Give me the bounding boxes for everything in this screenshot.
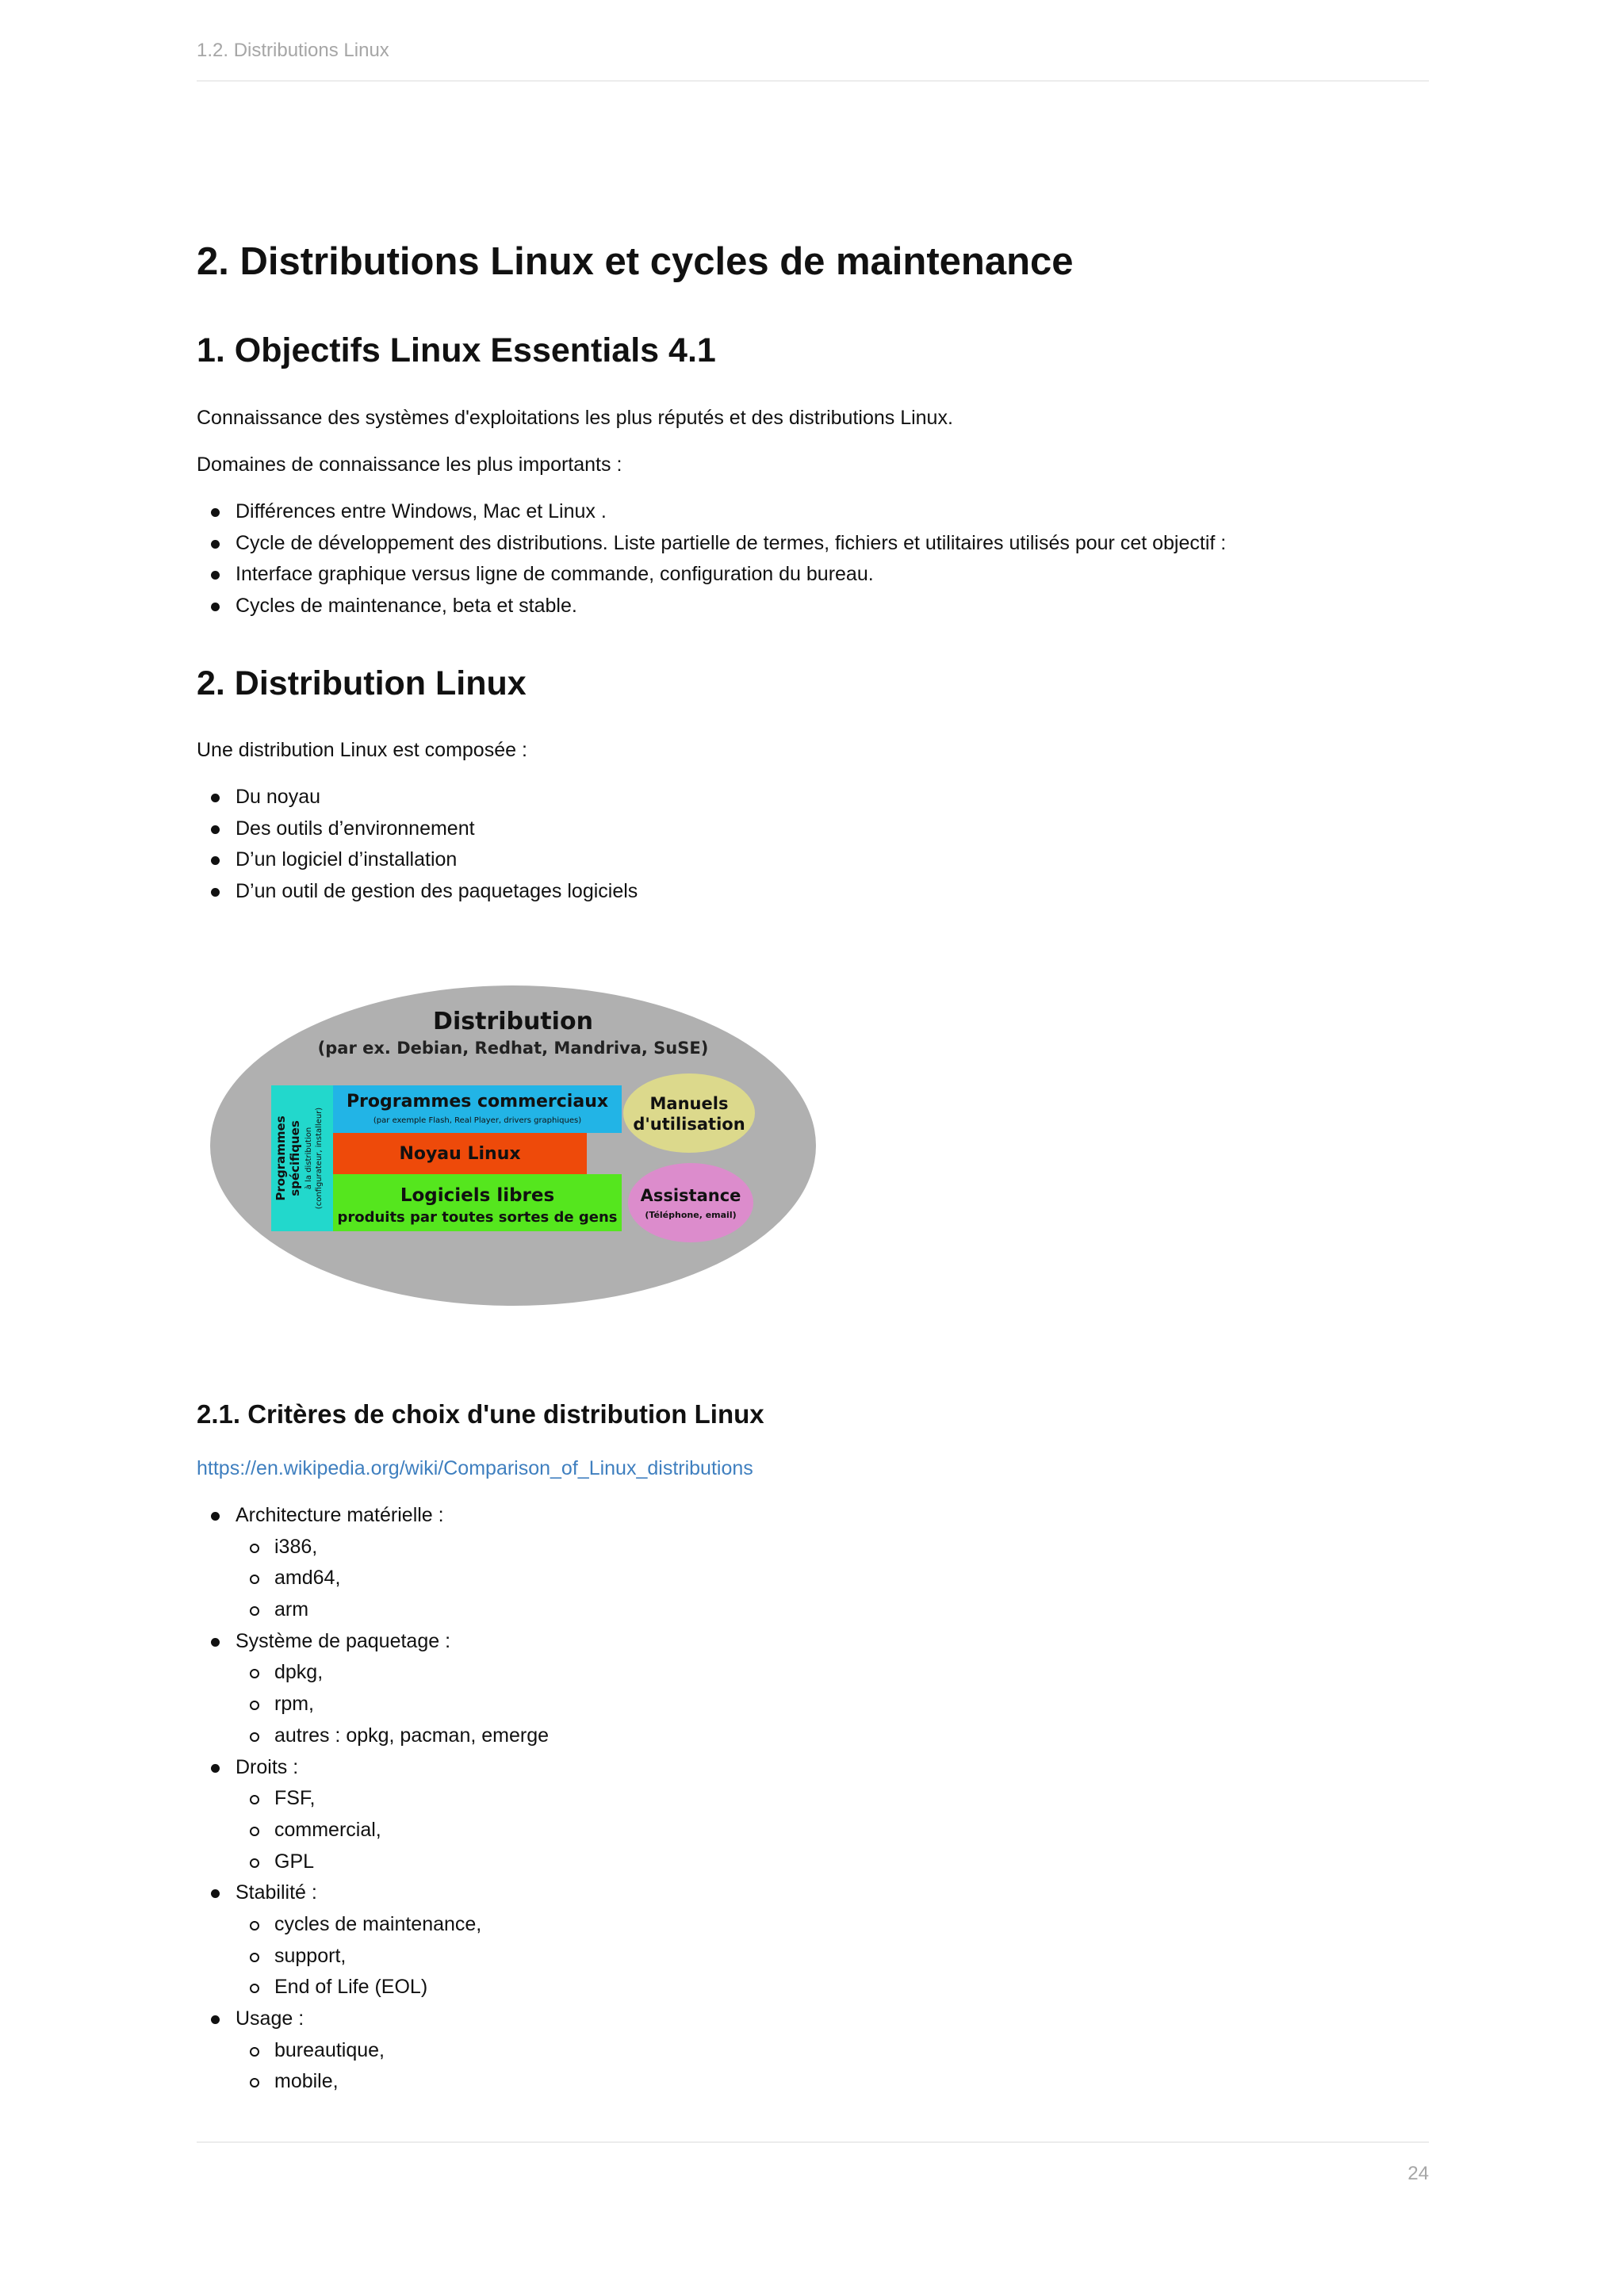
manuals-label-2: d'utilisation	[633, 1115, 745, 1134]
sub-list-item: dpkg,	[197, 1657, 549, 1689]
components-list	[197, 782, 638, 908]
sub-list-item: End of Life (EOL)	[197, 1972, 549, 2003]
bullet-icon	[211, 571, 220, 580]
sub-list-item: bureautique,	[197, 2035, 549, 2067]
bullet-icon	[211, 1512, 220, 1521]
sub-list-item: support,	[197, 1941, 549, 1973]
bullet-icon	[211, 1889, 220, 1898]
bullet-icon	[211, 794, 220, 802]
bullet-icon	[211, 508, 220, 517]
free-software-label: Logiciels libres	[400, 1185, 555, 1206]
list-item: Droits :	[197, 1752, 549, 1784]
manuals-label: Manuels	[649, 1094, 729, 1113]
header-divider	[197, 80, 1429, 82]
specific-programs-label	[274, 1108, 324, 1209]
sub-list-item: GPL	[197, 1846, 549, 1878]
circle-bullet-icon	[250, 1606, 259, 1616]
list-item: Usage :	[197, 2003, 549, 2035]
circle-bullet-icon	[250, 2078, 259, 2087]
list-item: Cycle de développement des distributions. Liste partielle de termes, fichiers et utilitaires utilisés pour cet objectif :	[197, 528, 1226, 560]
circle-bullet-icon	[250, 1669, 259, 1678]
sub-list-item: FSF,	[197, 1783, 549, 1815]
subsection-title-criteres: 2.1. Critères de choix d'une distribution Linux	[197, 1399, 764, 1429]
objectives-list	[197, 496, 1226, 622]
kernel-label: Noyau Linux	[399, 1144, 521, 1164]
bullet-icon	[211, 856, 220, 865]
running-header: 1.2. Distributions Linux	[197, 40, 389, 61]
bullet-icon	[211, 825, 220, 834]
wikipedia-comparison-link[interactable]: https://en.wikipedia.org/wiki/Comparison_of_Linux_distributions	[197, 1457, 753, 1479]
diagram-title: Distribution	[433, 1008, 593, 1035]
circle-bullet-icon	[250, 1795, 259, 1804]
footer-divider	[197, 2141, 1429, 2143]
sub-list-item: arm	[197, 1594, 549, 1626]
sub-list-item: autres : opkg, pacman, emerge	[197, 1720, 549, 1752]
svg-text:(configurateur, installeur): (configurateur, installeur)	[315, 1107, 324, 1210]
distribution-diagram-svg	[208, 983, 818, 1308]
list-item: D’un logiciel d’installation	[197, 844, 638, 876]
list-item: Des outils d’environnement	[197, 813, 638, 845]
diagram-subtitle: (par ex. Debian, Redhat, Mandriva, SuSE)	[317, 1039, 709, 1058]
sub-list-item: mobile,	[197, 2066, 549, 2098]
sub-list-item: i386,	[197, 1532, 549, 1563]
bullet-icon	[211, 540, 220, 549]
support-sublabel: (Téléphone, email)	[645, 1210, 737, 1220]
svg-text:à la distribution: à la distribution	[304, 1127, 313, 1190]
circle-bullet-icon	[250, 1544, 259, 1553]
distribution-diagram	[208, 983, 818, 1308]
manuals-ellipse	[623, 1073, 755, 1153]
section-title-distribution: 2. Distribution Linux	[197, 664, 527, 702]
circle-bullet-icon	[250, 2047, 259, 2057]
list-item: Stabilité :	[197, 1877, 549, 1909]
criteria-list	[197, 1500, 549, 2098]
list-item: Cycles de maintenance, beta et stable.	[197, 591, 1226, 622]
bullet-icon	[211, 603, 220, 611]
bullet-icon	[211, 2015, 220, 2024]
sub-list-item: commercial,	[197, 1815, 549, 1846]
list-item: Architecture matérielle :	[197, 1500, 549, 1532]
page-number: 24	[1408, 2163, 1429, 2184]
bullet-icon	[211, 888, 220, 897]
paragraph-composee: Une distribution Linux est composée :	[197, 739, 527, 761]
circle-bullet-icon	[250, 1953, 259, 1962]
circle-bullet-icon	[250, 1858, 259, 1868]
chapter-title: 2. Distributions Linux et cycles de maintenance	[197, 240, 1074, 283]
support-label: Assistance	[640, 1186, 741, 1205]
circle-bullet-icon	[250, 1921, 259, 1931]
sub-list-item: rpm,	[197, 1689, 549, 1720]
circle-bullet-icon	[250, 1732, 259, 1742]
circle-bullet-icon	[250, 1701, 259, 1710]
paragraph-connaissance: Connaissance des systèmes d'exploitations les plus réputés et des distributions Linux.	[197, 407, 953, 429]
bullet-icon	[211, 1638, 220, 1647]
list-item: Interface graphique versus ligne de commande, configuration du bureau.	[197, 559, 1226, 591]
circle-bullet-icon	[250, 1984, 259, 1993]
free-software-sublabel: produits par toutes sortes de gens	[337, 1209, 618, 1226]
sub-list-item: amd64,	[197, 1563, 549, 1594]
circle-bullet-icon	[250, 1575, 259, 1584]
list-item: Du noyau	[197, 782, 638, 813]
bullet-icon	[211, 1764, 220, 1773]
commercial-programs-label: Programmes commerciaux	[346, 1092, 609, 1112]
list-item: D’un outil de gestion des paquetages logiciels	[197, 876, 638, 908]
commercial-programs-sublabel: (par exemple Flash, Real Player, drivers graphiques)	[373, 1116, 582, 1125]
paragraph-domaines: Domaines de connaissance les plus importants :	[197, 453, 622, 476]
list-item: Différences entre Windows, Mac et Linux .	[197, 496, 1226, 528]
svg-text:Programmes: Programmes	[274, 1115, 288, 1201]
list-item: Système de paquetage :	[197, 1626, 549, 1658]
section-title-objectifs: 1. Objectifs Linux Essentials 4.1	[197, 331, 716, 369]
circle-bullet-icon	[250, 1827, 259, 1836]
sub-list-item: cycles de maintenance,	[197, 1909, 549, 1941]
svg-text:spécifiques: spécifiques	[288, 1120, 302, 1196]
